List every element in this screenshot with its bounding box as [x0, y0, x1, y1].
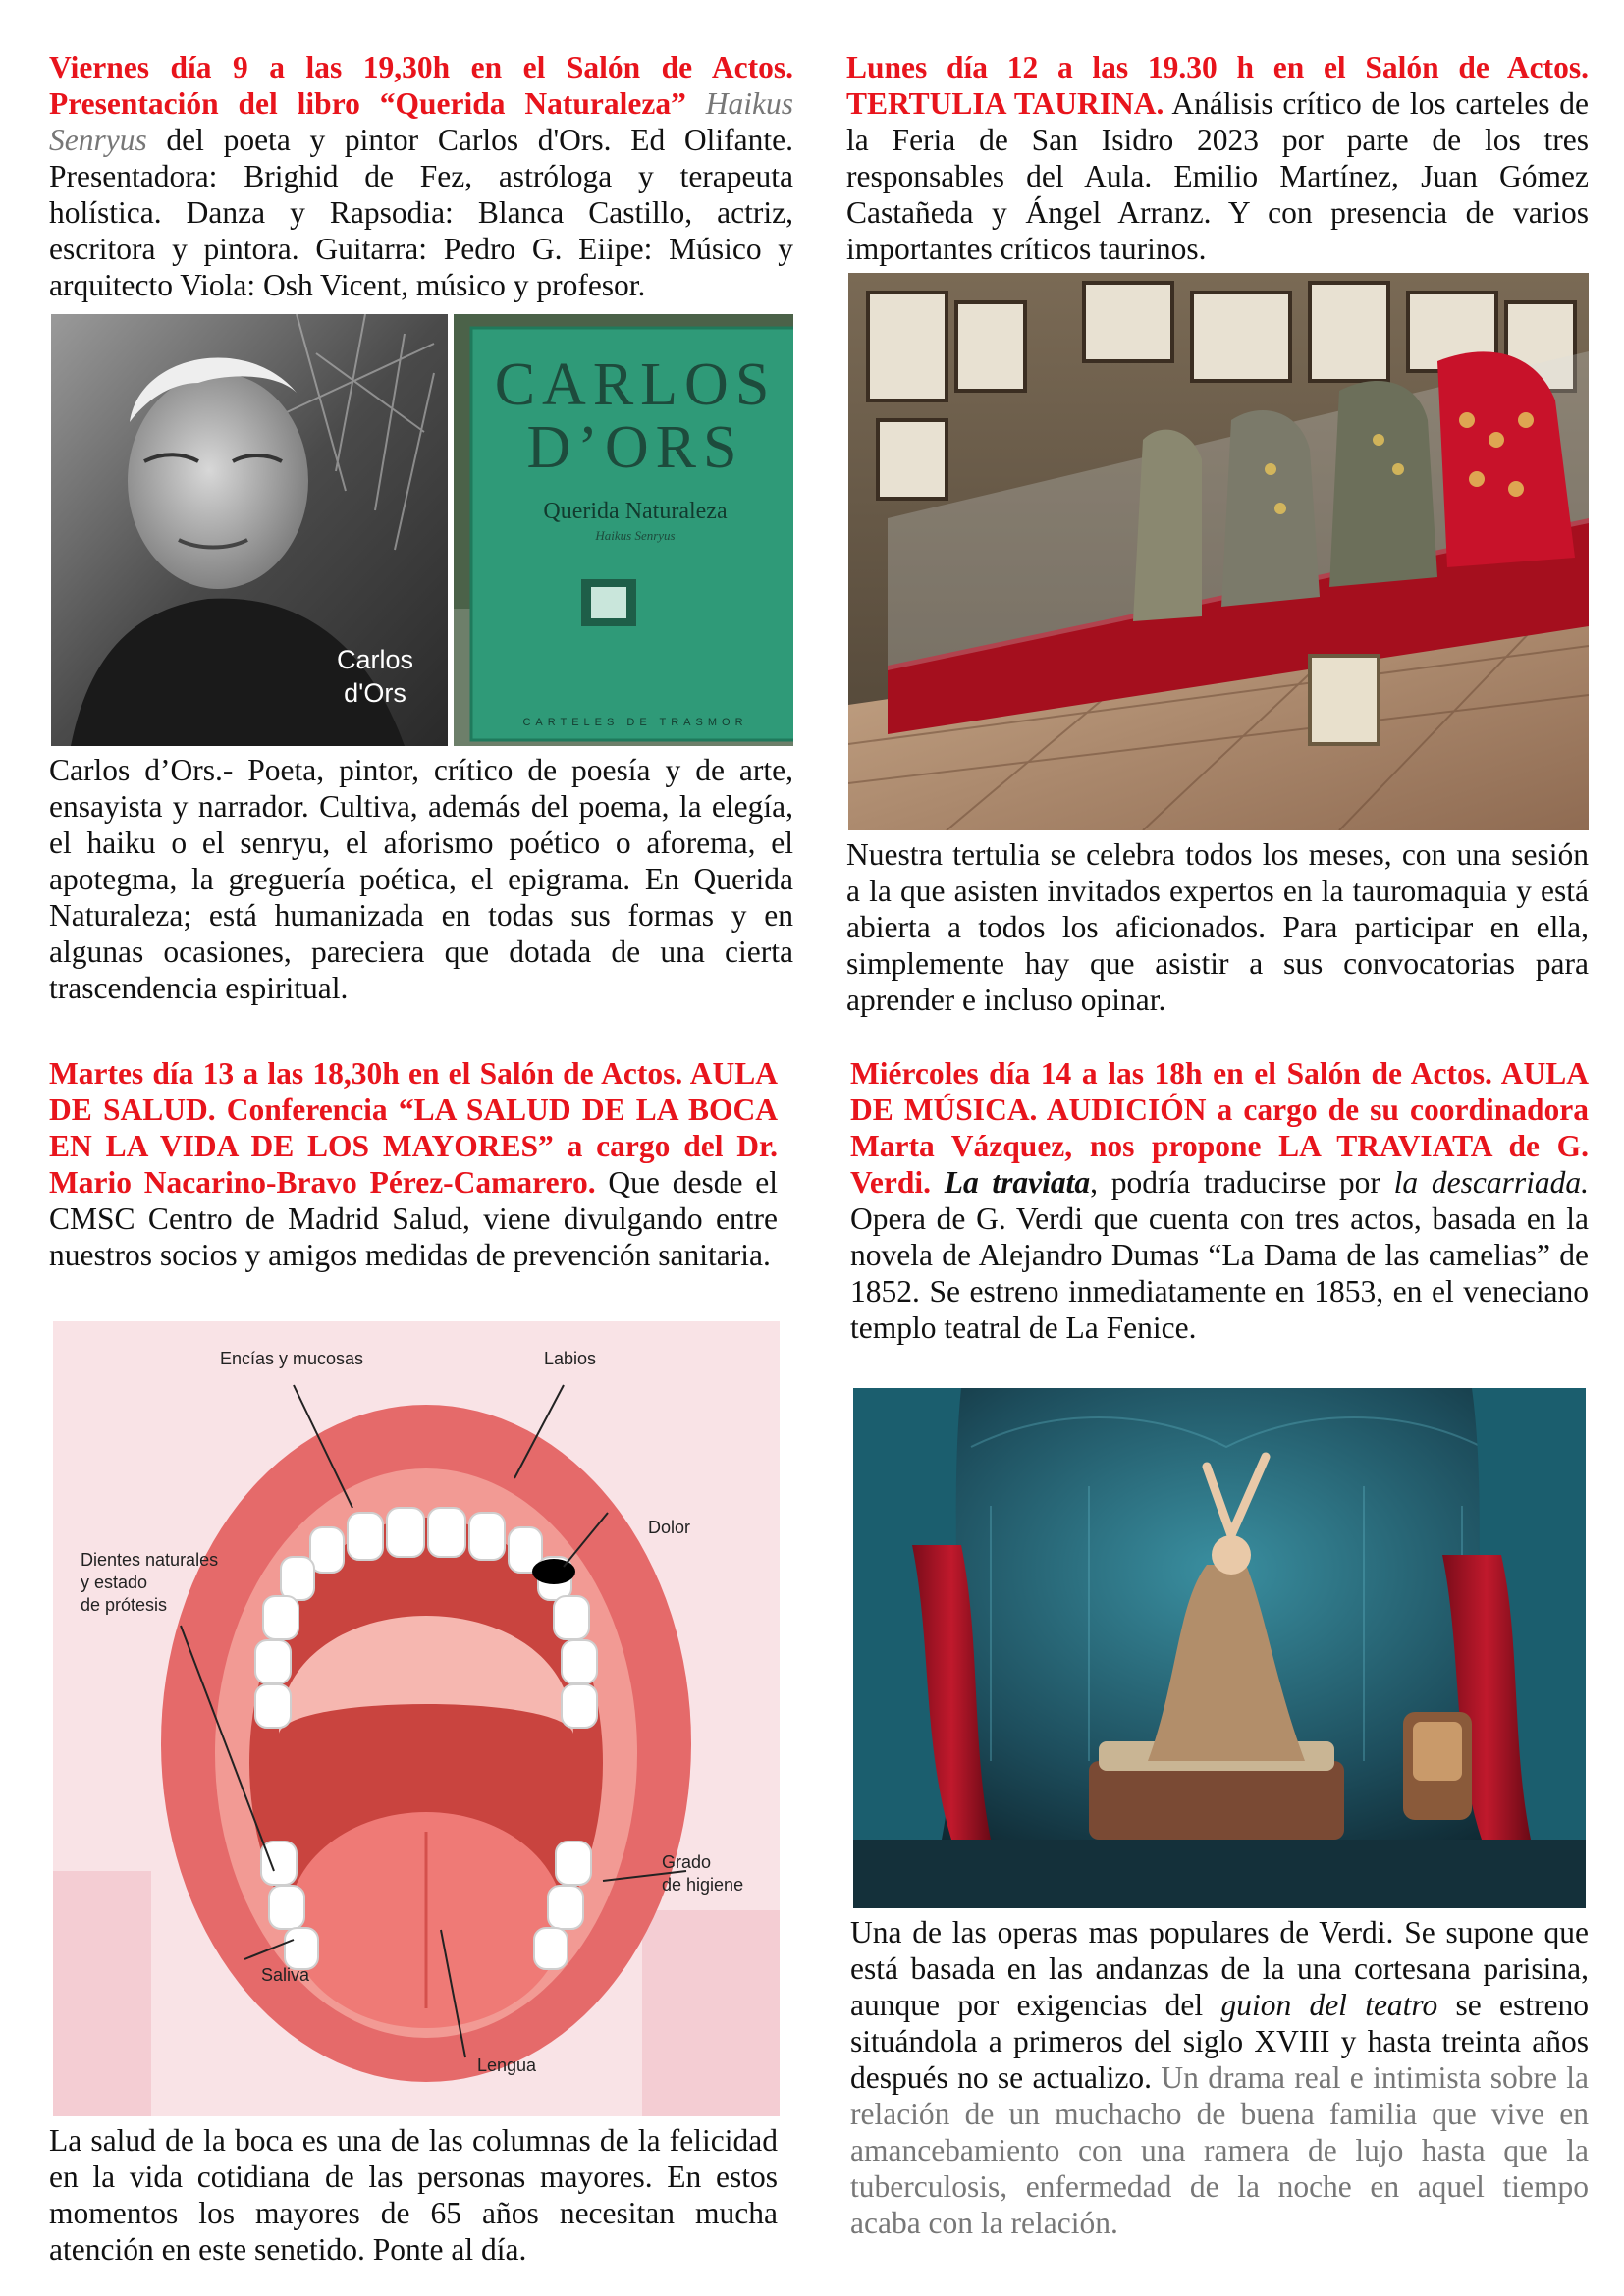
- event-martes-heading: Martes día 13 a las 18,30h en el Salón de Actos. AULA DE SALUD. Conferencia “LA SALUD DE LA BOCA EN LA VIDA DE LOS MAYORES” a cargo del Dr. Mario Nacarino-Bravo Pérez-Camarero.: [49, 1056, 778, 1200]
- event-miercoles-desc-2: se estreno situándola a primeros del siglo XVIII y hasta treinta años después no se actualizo.: [850, 1988, 1590, 2095]
- book-series: CARTELES DE TRASMOR: [522, 717, 748, 728]
- event-viernes: [49, 49, 793, 303]
- event-lunes-description-block: [846, 836, 1589, 1018]
- event-miercoles-heading: Miércoles día 14 a las 18h en el Salón de Actos. AULA DE MÚSICA. AUDICIÓN a cargo de su coordinadora Marta Vázquez, nos propone LA TRAVIATA de G. Verdi.: [850, 1056, 1589, 1200]
- label-dientes-1: Dientes naturales: [81, 1550, 219, 1570]
- label-dientes-2: y estado: [81, 1573, 148, 1592]
- event-martes-description-block: [49, 2122, 778, 2268]
- event-viernes-description-block: [49, 752, 793, 1006]
- label-labios: Labios: [544, 1349, 597, 1368]
- event-lunes-body: Análisis crítico de los carteles de la Feria de San Isidro 2023 por parte de los tres responsables del Aula. Emilio Martínez, Juan Gómez Castañeda y Ángel Arranz. Y con presencia de varios importantes críticos taurinos.: [846, 86, 1589, 266]
- event-viernes-text: [49, 49, 793, 303]
- label-lengua: Lengua: [477, 2056, 537, 2075]
- label-saliva: Saliva: [261, 1965, 310, 1985]
- event-miercoles-body-italic: la descarriada.: [1393, 1165, 1589, 1200]
- bullfighting-museum-image: [848, 273, 1589, 830]
- book-author-1: CARLOS: [494, 351, 777, 418]
- event-lunes-heading: Lunes día 12 a las 19.30 h en el Salón de Actos. TERTULIA TAURINA.: [846, 50, 1589, 121]
- event-martes-body: Que desde el CMSC Centro de Madrid Salud, viene divulgando entre nuestros socios y amigos medidas de prevención sanitaria.: [49, 1165, 779, 1272]
- photo-caption: Carlos d'Ors: [336, 645, 414, 708]
- book-author-2: D’ORS: [526, 414, 744, 481]
- event-miercoles-desc-italic: guion del teatro: [1220, 1988, 1438, 2022]
- event-miercoles-body-1: , podría traducirse por: [1090, 1165, 1394, 1200]
- event-miercoles-text: [850, 1055, 1589, 1346]
- event-miercoles-title-italic: La traviata: [944, 1165, 1091, 1200]
- la-traviata-image: [853, 1388, 1586, 1908]
- event-martes-text: [49, 1055, 778, 1273]
- label-dolor: Dolor: [648, 1518, 691, 1537]
- event-lunes-text: [846, 49, 1589, 267]
- mouth-diagram: [53, 1321, 780, 2116]
- event-viernes-heading: Viernes día 9 a las 19,30h en el Salón de Actos. Presentación del libro “Querida Naturaleza”: [49, 50, 793, 121]
- label-grado-2: de higiene: [662, 1875, 744, 1895]
- event-martes: [49, 1055, 778, 1273]
- event-miercoles: [850, 1055, 1589, 1346]
- event-miercoles-desc-grey: Un drama real e intimista sobre la relación de un muchacho de buena familia que vive en amancebamiento con una ramera de lujo hasta que la tuberculosis, enfermedad de la noche en aquel tiempo acaba con la relación.: [850, 2060, 1589, 2240]
- event-miercoles-desc-1: Una de las operas mas populares de Verdi. Se supone que está basada en las andanzas de la una cortesana parisina, aunque por exigencias del: [850, 1915, 1589, 2022]
- label-encias: Encías y mucosas: [220, 1349, 364, 1368]
- event-viernes-description: Carlos d’Ors.- Poeta, pintor, crítico de poesía y de arte, ensayista y narrador. Cultiva, además del poema, la elegía, el haiku o el senryu, el aforismo poético o aforema, el apotegma, la greguería poética, el epigrama. En Querida Naturaleza; está humanizada en todas sus formas y en algunas ocasiones, pareciera que dotada de una cierta trascendencia espiritual.: [49, 753, 793, 1005]
- event-lunes: [846, 49, 1589, 267]
- carlos-dors-photo: [51, 314, 448, 746]
- book-subtitle: Haikus Senryus: [595, 528, 676, 543]
- label-dientes-3: de prótesis: [81, 1595, 168, 1615]
- event-lunes-description: Nuestra tertulia se celebra todos los meses, con una sesión a la que asisten invitados expertos en la tauromaquia y está abierta a todos los aficionados. Para participar en ella, simplemente hay que asistir a sus convocatorias para aprender e incluso opinar.: [846, 837, 1589, 1017]
- event-martes-description: La salud de la boca es una de las columnas de la felicidad en la vida cotidiana de las personas mayores. En estos momentos los mayores de 65 años necesitan mucha atención en este senetido. Ponte al día.: [49, 2123, 778, 2267]
- event-miercoles-body-2: Opera de G. Verdi que cuenta con tres actos, basada en la novela de Alejandro Dumas “La Dama de las camelias” de 1852. Se estreno inmediatamente en 1853, en el veneciano templo teatral de La Fenice.: [850, 1201, 1589, 1345]
- event-miercoles-description: [850, 1914, 1589, 2241]
- book-cover-image: [454, 314, 793, 746]
- event-viernes-subtitle: Haikus Senryus: [49, 86, 794, 157]
- event-miercoles-description-block: [850, 1914, 1589, 2241]
- book-title: Querida Naturaleza: [543, 499, 728, 524]
- event-viernes-body: del poeta y pintor Carlos d'Ors. Ed Olifante. Presentadora: Brighid de Fez, astróloga y terapeuta holística. Danza y Rapsodia: Blanca Castillo, actriz, escritora y pintora. Guitarra: Pedro G. Eiipe: Músico y arquitecto Viola: Osh Vicent, músico y profesor.: [49, 123, 793, 302]
- label-grado-1: Grado: [662, 1852, 712, 1872]
